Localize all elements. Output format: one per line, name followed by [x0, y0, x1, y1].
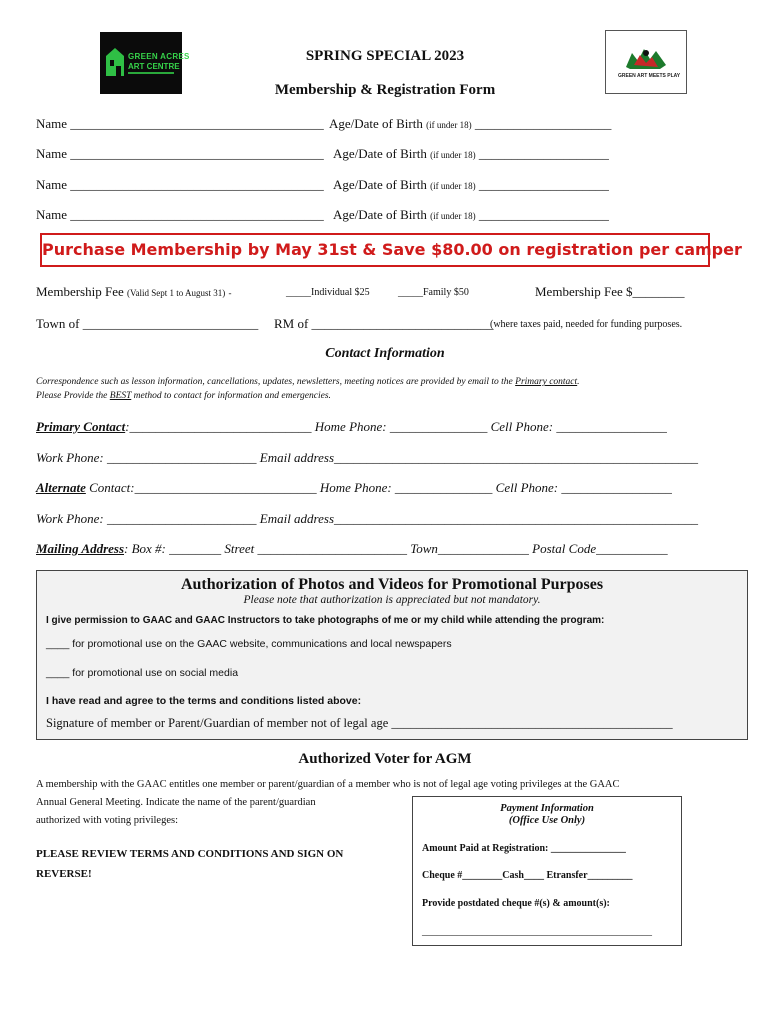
mailing-address-label: Mailing Address [36, 541, 125, 556]
alternate-contact-row[interactable] [36, 480, 672, 496]
rm-field[interactable]: RM of ____________________________ [274, 316, 494, 331]
work-phone-row-1[interactable]: Work Phone: _______________________ Email address________________________________________________________ [36, 450, 699, 465]
dash: - [228, 288, 232, 298]
intro2-text: Please Provide the [36, 391, 108, 401]
individual-option[interactable]: _____Individual $25 [286, 287, 370, 298]
office-use-note: (Office Use Only) [508, 815, 586, 826]
logo-caption: GREEN ART MEETS PLAY [618, 73, 681, 79]
promo-text: Purchase Membership by May 31st & Save $80.00 on registration per camper [42, 240, 742, 259]
review-terms-line1: PLEASE REVIEW TERMS AND CONDITIONS AND SIGN ON [36, 848, 344, 860]
alternate-fields: Contact:____________________________ Home Phone: _______________ Cell Phone: _________________ [85, 480, 672, 495]
postdated-cheque-label: Provide postdated cheque #(s) & amount(s): [422, 898, 610, 909]
alternate-label: Alternate [36, 480, 86, 495]
family-option[interactable]: _____Family $50 [398, 287, 469, 298]
name-field-1[interactable]: Name _______________________________________ [36, 116, 324, 131]
dob-label: Age/Date of Birth [333, 177, 427, 192]
social-media-option[interactable]: ____ for promotional use on social media [46, 667, 239, 679]
logo-text-line1: GREEN ACRES [128, 52, 190, 61]
review-terms-line2: REVERSE! [36, 868, 92, 880]
signature-field[interactable]: Signature of member or Parent/Guardian of member not of legal age _____________________________________________ [46, 716, 673, 730]
membership-fee-row [36, 284, 231, 300]
work-phone-row-2[interactable]: Work Phone: _______________________ Email address________________________________________________________ [36, 511, 699, 526]
dob-line: ____________________ [478, 146, 609, 161]
website-use-option[interactable]: ____ for promotional use on the GAAC website, communications and local newspapers [46, 638, 452, 650]
agm-heading: Authorized Voter for AGM [298, 751, 472, 767]
dob-note: (if under 18) [430, 211, 476, 221]
logo-underline [128, 72, 174, 74]
dob-note: (if under 18) [430, 150, 476, 160]
taxes-note: (where taxes paid, needed for funding purposes. [490, 319, 683, 330]
form-subtitle: Membership & Registration Form [274, 82, 496, 98]
dob-line: ____________________ [478, 207, 609, 222]
intro-period: . [577, 377, 580, 387]
best-text: BEST [109, 391, 132, 401]
primary-contact-label: Primary Contact [36, 419, 126, 434]
cheque-cash-etransfer-field[interactable]: Cheque #________Cash____ Etransfer_________ [422, 870, 633, 881]
agm-text-line2: Annual General Meeting. Indicate the name of the parent/guardian [36, 797, 316, 808]
mailing-address-fields: : Box #: ________ Street _______________________ Town______________ Postal Code___________ [124, 541, 668, 556]
logo-text-line2: ART CENTRE [128, 62, 180, 71]
amount-paid-field[interactable]: Amount Paid at Registration: _______________ [422, 843, 626, 854]
name-field-3[interactable]: Name _______________________________________ [36, 177, 324, 192]
valid-note: (Valid Sept 1 to August 31) [126, 288, 226, 298]
dob-field-4[interactable] [333, 207, 609, 223]
dob-label: Age/Date of Birth [333, 146, 427, 161]
authorization-sub: Please note that authorization is appreciated but not mandatory. [243, 594, 541, 606]
contact-intro-line1 [36, 377, 580, 387]
permission-text: I give permission to GAAC and GAAC Instructors to take photographs of me or my child while attending the program: [46, 615, 605, 626]
agm-text-line3: authorized with voting privileges: [36, 815, 179, 826]
membership-fee-label: Membership Fee [36, 284, 124, 299]
dob-label: Age/Date of Birth [329, 116, 423, 131]
postdated-cheque-line[interactable]: ______________________________________________ [422, 926, 652, 937]
promo-banner [40, 233, 742, 267]
dob-field-3[interactable] [333, 177, 609, 193]
contact-heading: Contact Information [325, 346, 445, 361]
authorization-heading: Authorization of Photos and Videos for Promotional Purposes [180, 576, 604, 593]
membership-fee-total[interactable]: Membership Fee $________ [535, 284, 685, 299]
agree-text: I have read and agree to the terms and conditions listed above: [46, 695, 362, 707]
primary-contact-fields: :____________________________ Home Phone: _______________ Cell Phone: _________________ [125, 419, 667, 434]
form-title: SPRING SPECIAL 2023 [305, 48, 465, 64]
dob-field-1[interactable] [329, 116, 611, 132]
mailing-address-row[interactable] [36, 541, 668, 557]
intro-text: Correspondence such as lesson information, cancellations, updates, newsletters, meeting notices are provided by email to the [36, 377, 513, 387]
name-field-4[interactable]: Name _______________________________________ [36, 207, 324, 222]
name-field-2[interactable]: Name _______________________________________ [36, 146, 324, 161]
dob-line: ____________________ [478, 177, 609, 192]
agm-text-line1: A membership with the GAAC entitles one member or parent/guardian of a member who is not of legal age voting privileges at the GAAC [36, 779, 620, 790]
contact-intro-line2 [36, 391, 331, 401]
dob-note: (if under 18) [430, 181, 476, 191]
payment-title: Payment Information [500, 803, 594, 814]
town-field[interactable]: Town of ___________________________ [36, 316, 259, 331]
primary-contact-row[interactable] [36, 419, 667, 435]
intro2-post: method to contact for information and emergencies. [133, 391, 331, 401]
dob-note: (if under 18) [426, 120, 472, 130]
dob-label: Age/Date of Birth [333, 207, 427, 222]
dob-line: _____________________ [474, 116, 612, 131]
dob-field-2[interactable] [333, 146, 609, 162]
primary-contact-link: Primary contact [515, 377, 578, 387]
